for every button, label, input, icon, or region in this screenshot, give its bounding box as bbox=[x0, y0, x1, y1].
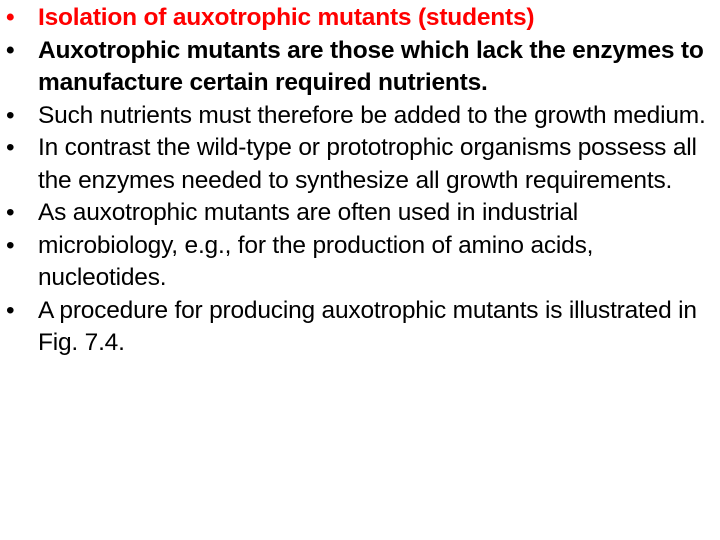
bullet-item bbox=[6, 295, 716, 360]
bullet-text: Auxotrophic mutants are those which lack the enzymes to manufacture certain required nutrients. bbox=[38, 36, 704, 96]
bullet-item-heading bbox=[6, 2, 716, 35]
bullet-dot-icon: • bbox=[6, 231, 15, 259]
bullet-text: Isolation of auxotrophic mutants (students) bbox=[38, 4, 535, 31]
bullet-item bbox=[6, 132, 716, 197]
bullet-item-definition bbox=[6, 35, 716, 100]
bullet-text: A procedure for producing auxotrophic mutants is illustrated in Fig. 7.4. bbox=[38, 296, 697, 356]
bullet-item bbox=[6, 100, 716, 133]
bullet-dot-icon: • bbox=[6, 199, 15, 226]
bullet-item bbox=[6, 230, 716, 295]
bullet-text: In contrast the wild-type or prototrophic organisms possess all the enzymes needed to synthesize all growth requirements. bbox=[38, 134, 697, 194]
bullet-dot-icon: • bbox=[6, 296, 15, 324]
bullet-dot-icon: • bbox=[6, 101, 15, 129]
bullet-text: microbiology, e.g., for the production of amino acids, nucleotides. bbox=[38, 231, 594, 291]
bullet-dot-icon: • bbox=[6, 36, 15, 64]
bullet-text: As auxotrophic mutants are often used in industrial bbox=[38, 199, 578, 226]
bullet-text: Such nutrients must therefore be added to the growth medium. bbox=[38, 101, 706, 129]
bullet-dot-icon: • bbox=[6, 134, 15, 161]
bullet-dot-icon: • bbox=[6, 4, 15, 31]
bullet-item bbox=[6, 197, 716, 230]
bullet-list bbox=[6, 2, 716, 360]
